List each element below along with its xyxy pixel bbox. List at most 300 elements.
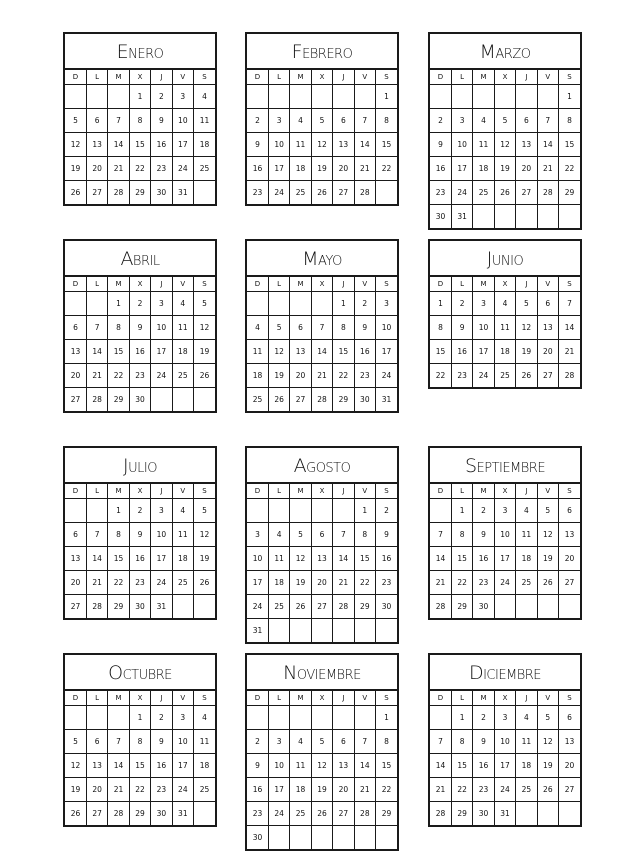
week-row <box>430 133 580 157</box>
empty-day-cell <box>333 619 354 643</box>
empty-day-cell <box>268 706 289 730</box>
month-title: Abril <box>65 241 215 277</box>
day-cell: 17 <box>494 547 515 571</box>
day-cell: 22 <box>129 778 150 802</box>
day-cell: 16 <box>354 340 375 364</box>
day-cell: 1 <box>376 706 397 730</box>
week-row <box>430 340 580 364</box>
day-cell: 9 <box>247 754 268 778</box>
weekday-header-row <box>65 691 215 706</box>
day-cell: 1 <box>108 499 129 523</box>
day-cell: 18 <box>290 778 311 802</box>
day-cell: 22 <box>451 571 472 595</box>
day-cell: 2 <box>451 292 472 316</box>
week-row <box>430 523 580 547</box>
day-cell: 29 <box>559 181 580 205</box>
day-cell: 1 <box>129 706 150 730</box>
weekday-label: L <box>86 484 107 499</box>
day-cell: 20 <box>65 571 86 595</box>
empty-day-cell <box>333 499 354 523</box>
day-cell: 23 <box>129 571 150 595</box>
weekday-header-row <box>247 277 397 292</box>
empty-day-cell <box>376 181 397 205</box>
weekday-label: L <box>451 70 472 85</box>
weekday-label: X <box>311 484 332 499</box>
day-cell: 9 <box>247 133 268 157</box>
day-cell: 6 <box>559 499 580 523</box>
empty-day-cell <box>172 595 193 619</box>
empty-day-cell <box>290 85 311 109</box>
weekday-label: D <box>247 691 268 706</box>
empty-day-cell <box>247 292 268 316</box>
day-cell: 7 <box>430 523 451 547</box>
day-cell: 5 <box>537 499 558 523</box>
month-title: Junio <box>430 241 580 277</box>
day-cell: 26 <box>268 388 289 412</box>
day-cell: 4 <box>473 109 494 133</box>
month-days-table <box>65 70 215 204</box>
day-cell: 6 <box>333 109 354 133</box>
week-row <box>65 340 215 364</box>
day-cell: 4 <box>290 109 311 133</box>
day-cell: 10 <box>451 133 472 157</box>
day-cell: 11 <box>473 133 494 157</box>
empty-day-cell <box>268 619 289 643</box>
empty-day-cell <box>290 499 311 523</box>
month-title: Noviembre <box>247 655 397 691</box>
day-cell: 19 <box>268 364 289 388</box>
week-row <box>65 292 215 316</box>
day-cell: 17 <box>376 340 397 364</box>
day-cell: 20 <box>86 157 107 181</box>
weekday-label: X <box>311 691 332 706</box>
day-cell: 20 <box>333 157 354 181</box>
day-cell: 2 <box>247 730 268 754</box>
day-cell: 5 <box>537 706 558 730</box>
day-cell: 13 <box>290 340 311 364</box>
day-cell: 6 <box>516 109 537 133</box>
month-days-table <box>430 484 580 618</box>
day-cell: 21 <box>108 778 129 802</box>
day-cell: 15 <box>333 340 354 364</box>
week-row <box>247 316 397 340</box>
week-row <box>430 85 580 109</box>
day-cell: 16 <box>247 157 268 181</box>
day-cell: 4 <box>194 85 215 109</box>
weekday-label: X <box>129 691 150 706</box>
empty-day-cell <box>86 706 107 730</box>
weekday-label: V <box>537 484 558 499</box>
week-row <box>247 778 397 802</box>
day-cell: 8 <box>451 730 472 754</box>
day-cell: 19 <box>516 340 537 364</box>
weekday-label: X <box>494 484 515 499</box>
week-row <box>430 205 580 229</box>
month-days-table <box>65 691 215 825</box>
day-cell: 1 <box>376 85 397 109</box>
day-cell: 16 <box>247 778 268 802</box>
empty-day-cell <box>354 826 375 850</box>
weekday-label: J <box>516 691 537 706</box>
week-row <box>247 826 397 850</box>
day-cell: 29 <box>451 595 472 619</box>
day-cell: 30 <box>151 181 172 205</box>
day-cell: 3 <box>268 730 289 754</box>
day-cell: 27 <box>290 388 311 412</box>
day-cell: 8 <box>108 316 129 340</box>
day-cell: 5 <box>65 730 86 754</box>
weekday-label: J <box>151 70 172 85</box>
day-cell: 9 <box>376 523 397 547</box>
day-cell: 8 <box>451 523 472 547</box>
day-cell: 16 <box>129 547 150 571</box>
day-cell: 25 <box>268 595 289 619</box>
day-cell: 7 <box>354 109 375 133</box>
weekday-label: X <box>311 70 332 85</box>
day-cell: 14 <box>86 340 107 364</box>
month-days-table <box>430 70 580 228</box>
day-cell: 20 <box>516 157 537 181</box>
day-cell: 2 <box>473 499 494 523</box>
day-cell: 22 <box>376 157 397 181</box>
month-calendar <box>428 32 582 230</box>
empty-day-cell <box>86 85 107 109</box>
day-cell: 30 <box>473 595 494 619</box>
month-title: Marzo <box>430 34 580 70</box>
day-cell: 25 <box>473 181 494 205</box>
weekday-label: M <box>108 484 129 499</box>
week-row <box>430 730 580 754</box>
day-cell: 17 <box>268 778 289 802</box>
day-cell: 26 <box>311 181 332 205</box>
week-row <box>430 157 580 181</box>
empty-day-cell <box>290 706 311 730</box>
day-cell: 14 <box>311 340 332 364</box>
day-cell: 24 <box>376 364 397 388</box>
day-cell: 30 <box>129 595 150 619</box>
weekday-label: L <box>86 691 107 706</box>
day-cell: 23 <box>354 364 375 388</box>
week-row <box>247 181 397 205</box>
day-cell: 30 <box>473 802 494 826</box>
empty-day-cell <box>108 706 129 730</box>
day-cell: 7 <box>559 292 580 316</box>
empty-day-cell <box>354 619 375 643</box>
weekday-label: D <box>430 277 451 292</box>
day-cell: 28 <box>311 388 332 412</box>
day-cell: 29 <box>333 388 354 412</box>
day-cell: 16 <box>376 547 397 571</box>
day-cell: 27 <box>86 181 107 205</box>
day-cell: 22 <box>333 364 354 388</box>
day-cell: 15 <box>108 340 129 364</box>
day-cell: 27 <box>516 181 537 205</box>
weekday-label: M <box>108 70 129 85</box>
day-cell: 14 <box>108 754 129 778</box>
empty-day-cell <box>65 499 86 523</box>
day-cell: 26 <box>65 181 86 205</box>
day-cell: 19 <box>494 157 515 181</box>
weekday-header-row <box>430 70 580 85</box>
month-calendar <box>245 32 399 206</box>
day-cell: 28 <box>354 802 375 826</box>
weekday-label: L <box>268 70 289 85</box>
day-cell: 27 <box>559 778 580 802</box>
day-cell: 18 <box>268 571 289 595</box>
weekday-label: L <box>86 70 107 85</box>
day-cell: 16 <box>473 754 494 778</box>
day-cell: 15 <box>451 547 472 571</box>
empty-day-cell <box>333 826 354 850</box>
day-cell: 30 <box>151 802 172 826</box>
empty-day-cell <box>194 802 215 826</box>
day-cell: 11 <box>516 523 537 547</box>
day-cell: 18 <box>247 364 268 388</box>
day-cell: 20 <box>311 571 332 595</box>
empty-day-cell <box>86 292 107 316</box>
weekday-label: D <box>430 484 451 499</box>
day-cell: 17 <box>172 133 193 157</box>
month-days-table <box>247 691 397 849</box>
day-cell: 18 <box>516 547 537 571</box>
day-cell: 6 <box>65 523 86 547</box>
day-cell: 9 <box>129 316 150 340</box>
day-cell: 6 <box>86 730 107 754</box>
weekday-label: D <box>247 484 268 499</box>
empty-day-cell <box>537 85 558 109</box>
day-cell: 2 <box>129 499 150 523</box>
month-title: Enero <box>65 34 215 70</box>
day-cell: 13 <box>516 133 537 157</box>
week-row <box>247 499 397 523</box>
week-row <box>247 802 397 826</box>
weekday-label: D <box>247 70 268 85</box>
empty-day-cell <box>559 802 580 826</box>
day-cell: 26 <box>537 778 558 802</box>
month-days-table <box>247 484 397 642</box>
day-cell: 11 <box>194 109 215 133</box>
day-cell: 12 <box>516 316 537 340</box>
week-row <box>430 109 580 133</box>
week-row <box>430 778 580 802</box>
day-cell: 8 <box>333 316 354 340</box>
week-row <box>247 754 397 778</box>
day-cell: 22 <box>108 571 129 595</box>
empty-day-cell <box>311 619 332 643</box>
day-cell: 18 <box>194 754 215 778</box>
month-days-table <box>65 277 215 411</box>
empty-day-cell <box>268 826 289 850</box>
day-cell: 2 <box>430 109 451 133</box>
day-cell: 5 <box>290 523 311 547</box>
day-cell: 3 <box>268 109 289 133</box>
day-cell: 27 <box>65 595 86 619</box>
day-cell: 29 <box>108 388 129 412</box>
day-cell: 29 <box>354 595 375 619</box>
empty-day-cell <box>559 595 580 619</box>
weekday-label: J <box>333 70 354 85</box>
day-cell: 23 <box>129 364 150 388</box>
day-cell: 24 <box>151 571 172 595</box>
day-cell: 31 <box>494 802 515 826</box>
weekday-label: M <box>473 484 494 499</box>
weekday-label: L <box>268 277 289 292</box>
day-cell: 3 <box>247 523 268 547</box>
day-cell: 11 <box>247 340 268 364</box>
week-row <box>430 292 580 316</box>
month-calendar <box>428 446 582 620</box>
day-cell: 12 <box>290 547 311 571</box>
day-cell: 2 <box>151 706 172 730</box>
week-row <box>65 754 215 778</box>
day-cell: 26 <box>65 802 86 826</box>
day-cell: 17 <box>494 754 515 778</box>
day-cell: 5 <box>268 316 289 340</box>
day-cell: 6 <box>86 109 107 133</box>
weekday-label: V <box>537 70 558 85</box>
day-cell: 19 <box>65 157 86 181</box>
day-cell: 12 <box>311 754 332 778</box>
day-cell: 12 <box>65 754 86 778</box>
day-cell: 24 <box>151 364 172 388</box>
month-calendar <box>245 239 399 413</box>
week-row <box>65 778 215 802</box>
week-row <box>247 85 397 109</box>
week-row <box>65 571 215 595</box>
day-cell: 10 <box>473 316 494 340</box>
day-cell: 9 <box>354 316 375 340</box>
empty-day-cell <box>86 499 107 523</box>
day-cell: 17 <box>247 571 268 595</box>
day-cell: 19 <box>194 547 215 571</box>
weekday-label: L <box>268 691 289 706</box>
weekday-label: S <box>376 484 397 499</box>
day-cell: 23 <box>247 802 268 826</box>
day-cell: 22 <box>129 157 150 181</box>
day-cell: 3 <box>172 706 193 730</box>
day-cell: 18 <box>290 157 311 181</box>
weekday-label: M <box>108 691 129 706</box>
day-cell: 24 <box>172 157 193 181</box>
day-cell: 24 <box>247 595 268 619</box>
week-row <box>430 316 580 340</box>
weekday-label: V <box>354 691 375 706</box>
week-row <box>430 595 580 619</box>
day-cell: 16 <box>151 754 172 778</box>
weekday-label: V <box>537 277 558 292</box>
month-days-table <box>65 484 215 618</box>
empty-day-cell <box>494 85 515 109</box>
day-cell: 7 <box>86 523 107 547</box>
day-cell: 15 <box>451 754 472 778</box>
day-cell: 27 <box>65 388 86 412</box>
weekday-header-row <box>430 277 580 292</box>
empty-day-cell <box>247 706 268 730</box>
weekday-label: X <box>494 277 515 292</box>
day-cell: 17 <box>268 157 289 181</box>
week-row <box>430 754 580 778</box>
day-cell: 1 <box>354 499 375 523</box>
weekday-label: M <box>290 277 311 292</box>
day-cell: 28 <box>86 388 107 412</box>
day-cell: 21 <box>430 778 451 802</box>
day-cell: 15 <box>376 754 397 778</box>
weekday-label: V <box>354 484 375 499</box>
empty-day-cell <box>311 499 332 523</box>
empty-day-cell <box>537 205 558 229</box>
week-row <box>430 364 580 388</box>
weekday-label: L <box>451 277 472 292</box>
day-cell: 2 <box>473 706 494 730</box>
weekday-label: M <box>290 70 311 85</box>
weekday-label: X <box>129 277 150 292</box>
weekday-label: J <box>516 277 537 292</box>
day-cell: 9 <box>129 523 150 547</box>
week-row <box>65 547 215 571</box>
day-cell: 30 <box>430 205 451 229</box>
day-cell: 28 <box>333 595 354 619</box>
day-cell: 13 <box>559 730 580 754</box>
weekday-label: X <box>129 70 150 85</box>
day-cell: 14 <box>559 316 580 340</box>
day-cell: 23 <box>430 181 451 205</box>
day-cell: 19 <box>65 778 86 802</box>
empty-day-cell <box>494 205 515 229</box>
day-cell: 3 <box>172 85 193 109</box>
day-cell: 28 <box>86 595 107 619</box>
day-cell: 21 <box>311 364 332 388</box>
day-cell: 6 <box>311 523 332 547</box>
empty-day-cell <box>268 499 289 523</box>
day-cell: 4 <box>172 292 193 316</box>
empty-day-cell <box>290 826 311 850</box>
day-cell: 3 <box>494 706 515 730</box>
month-calendar <box>63 446 217 620</box>
day-cell: 1 <box>333 292 354 316</box>
day-cell: 27 <box>333 181 354 205</box>
empty-day-cell <box>290 619 311 643</box>
day-cell: 15 <box>129 754 150 778</box>
weekday-label: J <box>151 691 172 706</box>
week-row <box>247 292 397 316</box>
week-row <box>247 340 397 364</box>
day-cell: 19 <box>290 571 311 595</box>
day-cell: 12 <box>537 730 558 754</box>
day-cell: 3 <box>494 499 515 523</box>
day-cell: 26 <box>516 364 537 388</box>
day-cell: 15 <box>108 547 129 571</box>
day-cell: 12 <box>311 133 332 157</box>
day-cell: 26 <box>290 595 311 619</box>
weekday-label: D <box>65 484 86 499</box>
weekday-label: S <box>194 277 215 292</box>
week-row <box>247 706 397 730</box>
empty-day-cell <box>516 595 537 619</box>
day-cell: 13 <box>537 316 558 340</box>
day-cell: 12 <box>194 316 215 340</box>
weekday-header-row <box>247 484 397 499</box>
day-cell: 21 <box>430 571 451 595</box>
empty-day-cell <box>194 181 215 205</box>
week-row <box>247 364 397 388</box>
empty-day-cell <box>376 826 397 850</box>
day-cell: 5 <box>311 109 332 133</box>
day-cell: 25 <box>247 388 268 412</box>
empty-day-cell <box>559 205 580 229</box>
weekday-label: D <box>430 70 451 85</box>
month-days-table <box>247 277 397 411</box>
weekday-label: M <box>290 691 311 706</box>
